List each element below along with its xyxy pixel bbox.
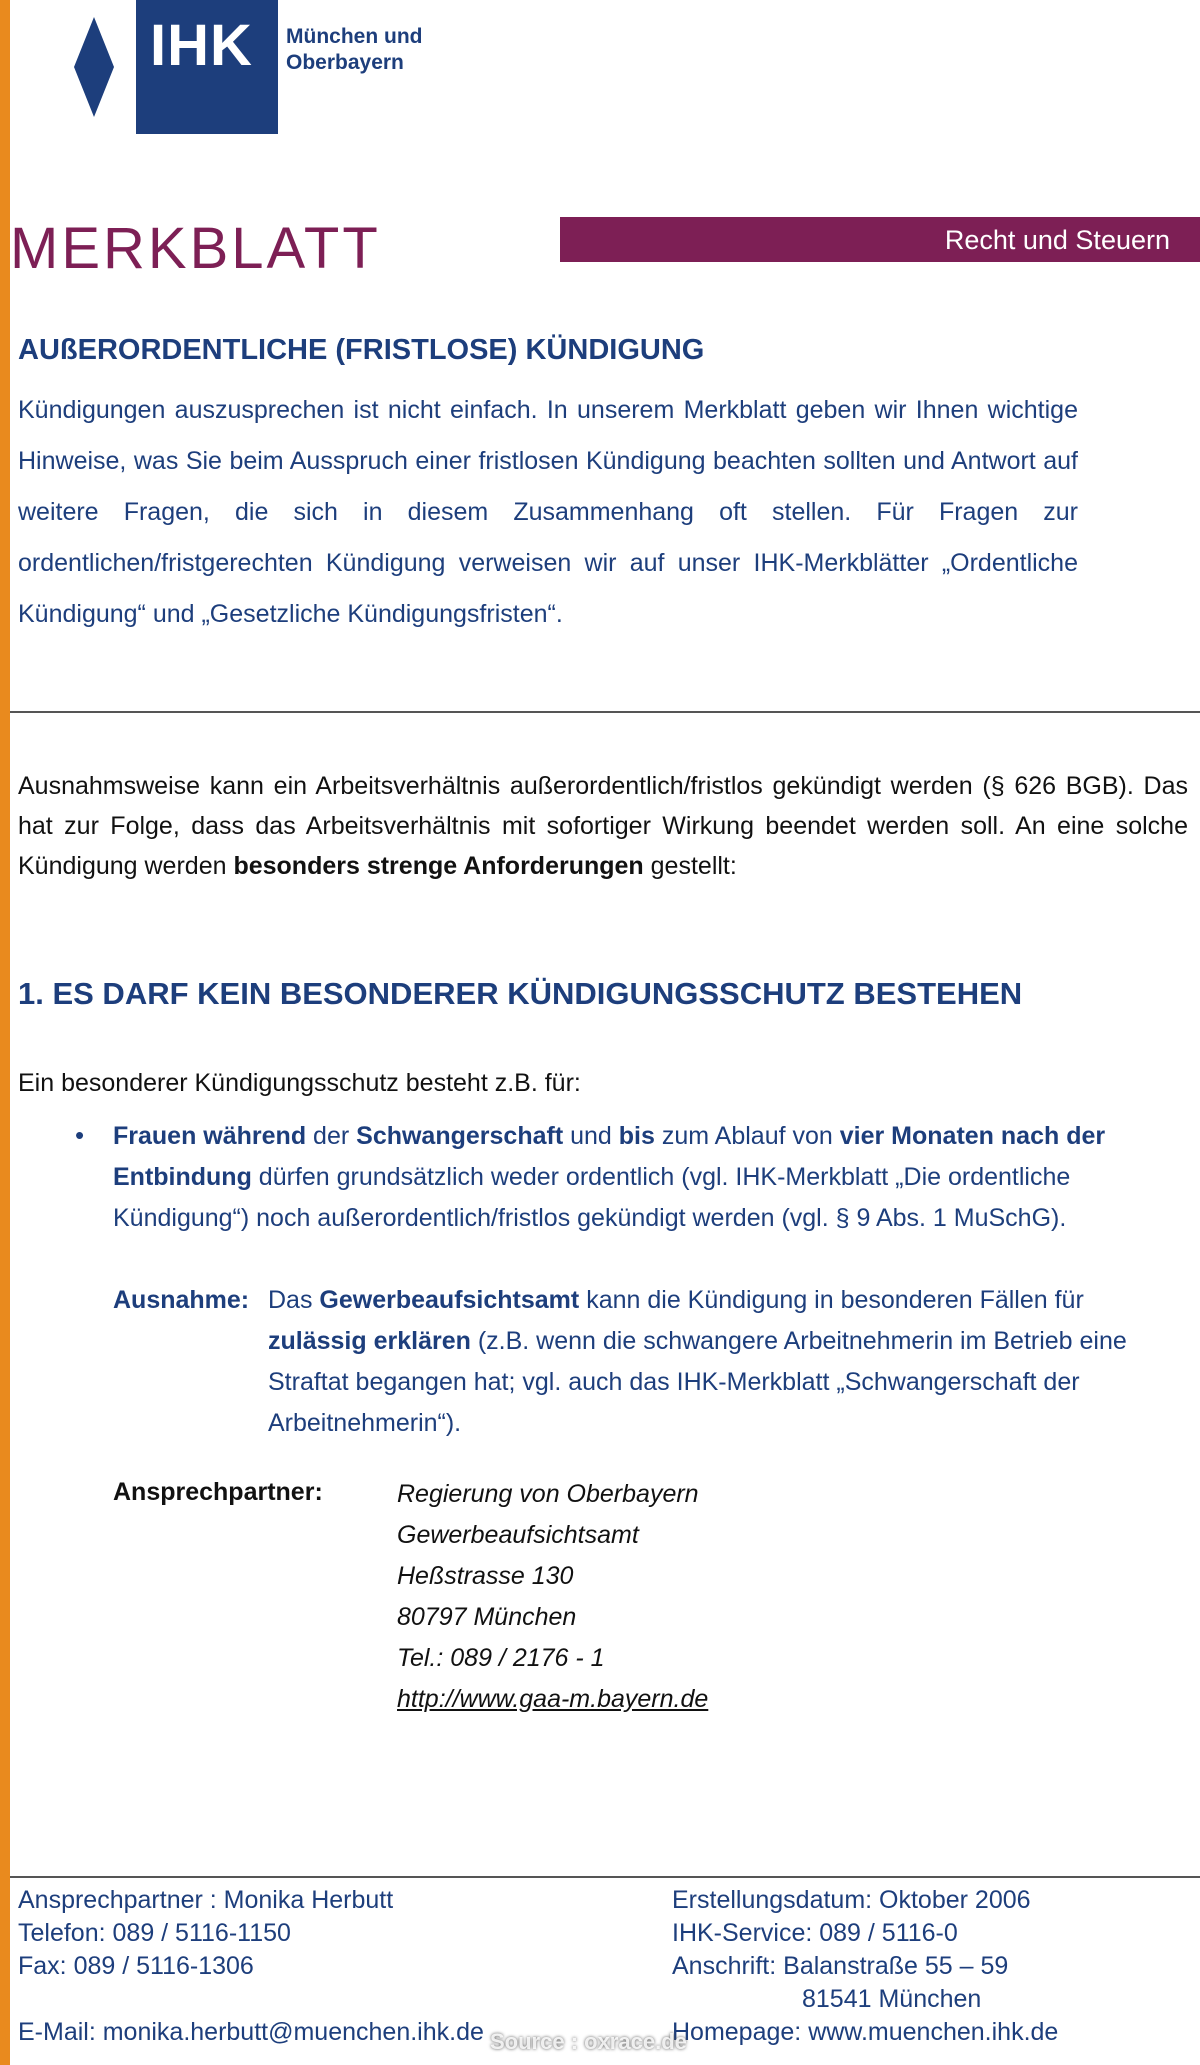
- footer-contact: [18, 1884, 484, 2049]
- diamond-icon: [74, 17, 114, 117]
- main-paragraph: [18, 766, 1188, 886]
- bullet-text-2: und: [570, 1122, 612, 1150]
- footer-fax: Fax: 089 / 5116-1306: [18, 1952, 254, 1980]
- contact-block: [397, 1474, 708, 1720]
- section-heading: 1. ES DARF KEIN BESONDERER KÜNDIGUNGSSCHUTZ BESTEHEN: [18, 976, 1023, 1011]
- bullet-text-1: der: [313, 1122, 350, 1150]
- footer-date: Erstellungsdatum: Oktober 2006: [672, 1886, 1031, 1914]
- logo-subtitle: [286, 24, 422, 76]
- main-paragraph-end: gestellt:: [650, 852, 737, 880]
- ihk-logo: [10, 0, 450, 134]
- footer-city: 81541 München: [802, 1985, 982, 2013]
- exception-text: [268, 1280, 1188, 1444]
- main-paragraph-bold: besonders strenge Anforderungen: [233, 852, 644, 880]
- contact-website-link[interactable]: http://www.gaa-m.bayern.de: [397, 1685, 709, 1713]
- category-label: Recht und Steuern: [944, 225, 1170, 255]
- category-banner: [560, 217, 1200, 262]
- footer-address: Anschrift: Balanstraße 55 – 59: [672, 1952, 1009, 1980]
- footer-contact-person: Ansprechpartner : Monika Herbutt: [18, 1886, 394, 1914]
- intro-paragraph: Kündigungen auszusprechen ist nicht einfach. In unserem Merkblatt geben wir Ihnen wichtige Hinweise, was Sie beim Ausspruch einer fristlosen Kündigung beachten sollten und Antwort auf weitere Fragen, die sich in diesem Zusammenhang oft stellen. Für Fragen zur ordentlichen/fristgerechten Kündigung verweisen wir auf unser IHK-Merkblätter „Ordentliche Kündigung“ und „Gesetzliche Kündigungsfristen“.: [18, 396, 1078, 628]
- document-page: [10, 0, 1200, 2065]
- contact-line: Heßstrasse 130: [397, 1562, 574, 1590]
- contact-line: 80797 München: [397, 1603, 577, 1631]
- section-intro: Ein besonderer Kündigungsschutz besteht z.B. für:: [18, 1069, 581, 1097]
- bullet-bold-4: vier Monaten nach der Entbindung: [113, 1122, 1106, 1191]
- contact-line: Tel.: 089 / 2176 - 1: [397, 1644, 605, 1672]
- bullet-icon: •: [75, 1120, 85, 1150]
- logo-subtitle-line2: Oberbayern: [286, 51, 404, 74]
- bullet-bold-3: bis: [618, 1122, 655, 1150]
- footer-phone: Telefon: 089 / 5116-1150: [18, 1919, 291, 1947]
- source-watermark: Source : oxrace.de: [490, 2029, 687, 2054]
- contact-line: Regierung von Oberbayern: [397, 1480, 699, 1508]
- contact-line: Gewerbeaufsichtsamt: [397, 1521, 639, 1549]
- bullet-bold-2: Schwangerschaft: [356, 1122, 564, 1150]
- exception-label: Ausnahme:: [113, 1286, 250, 1314]
- logo-brand: IHK: [150, 13, 253, 78]
- contact-label: Ansprechpartner:: [113, 1478, 323, 1506]
- divider-top: [10, 711, 1200, 713]
- footer-spacer: [18, 1983, 484, 2016]
- logo-blue-block: [10, 0, 278, 134]
- page-title: AUßERORDENTLICHE (FRISTLOSE) KÜNDIGUNG: [18, 334, 705, 366]
- footer-email[interactable]: E-Mail: monika.herbutt@muenchen.ihk.de: [18, 2018, 484, 2046]
- divider-footer: [10, 1876, 1200, 1878]
- footer-info: [672, 1884, 1058, 2049]
- bullet-item: [113, 1116, 1183, 1239]
- exception-bold-1: Gewerbeaufsichtsamt: [319, 1286, 580, 1314]
- bullet-text-3: zum Ablauf von: [661, 1122, 833, 1150]
- bullet-bold-1: Frauen während: [113, 1122, 307, 1150]
- exception-text-2: kann die Kündigung in besonderen Fällen für: [586, 1286, 1084, 1314]
- footer-service: IHK-Service: 089 / 5116-0: [672, 1919, 958, 1947]
- bullet-text-4: dürfen grundsätzlich weder ordentlich (vgl. IHK-Merkblatt „Die ordentliche Kündigung“) noch außerordentlich/fristlos gekündigt werden (vgl. § 9 Abs. 1 MuSchG).: [113, 1163, 1071, 1232]
- exception-text-1: Das: [268, 1286, 313, 1314]
- doc-type-heading: MERKBLATT: [10, 216, 381, 281]
- exception-text-3: (z.B. wenn die schwangere Arbeitnehmerin im Betrieb eine Straftat begangen hat; vgl. auch das IHK-Merkblatt „Schwangerschaft der Arbeitnehmerin“).: [268, 1327, 1127, 1437]
- logo-white-panel: [10, 0, 136, 134]
- exception-bold-2: zulässig erklären: [268, 1327, 471, 1355]
- footer-homepage[interactable]: Homepage: www.muenchen.ihk.de: [672, 2018, 1059, 2046]
- main-paragraph-text: Ausnahmsweise kann ein Arbeitsverhältnis außerordentlich/fristlos gekündigt werden (§ 626 BGB). Das hat zur Folge, dass das Arbeitsverhältnis mit sofortiger Wirkung beendet werden soll. An eine solche Kündigung werden: [18, 772, 1188, 880]
- logo-subtitle-line1: München und: [286, 25, 423, 48]
